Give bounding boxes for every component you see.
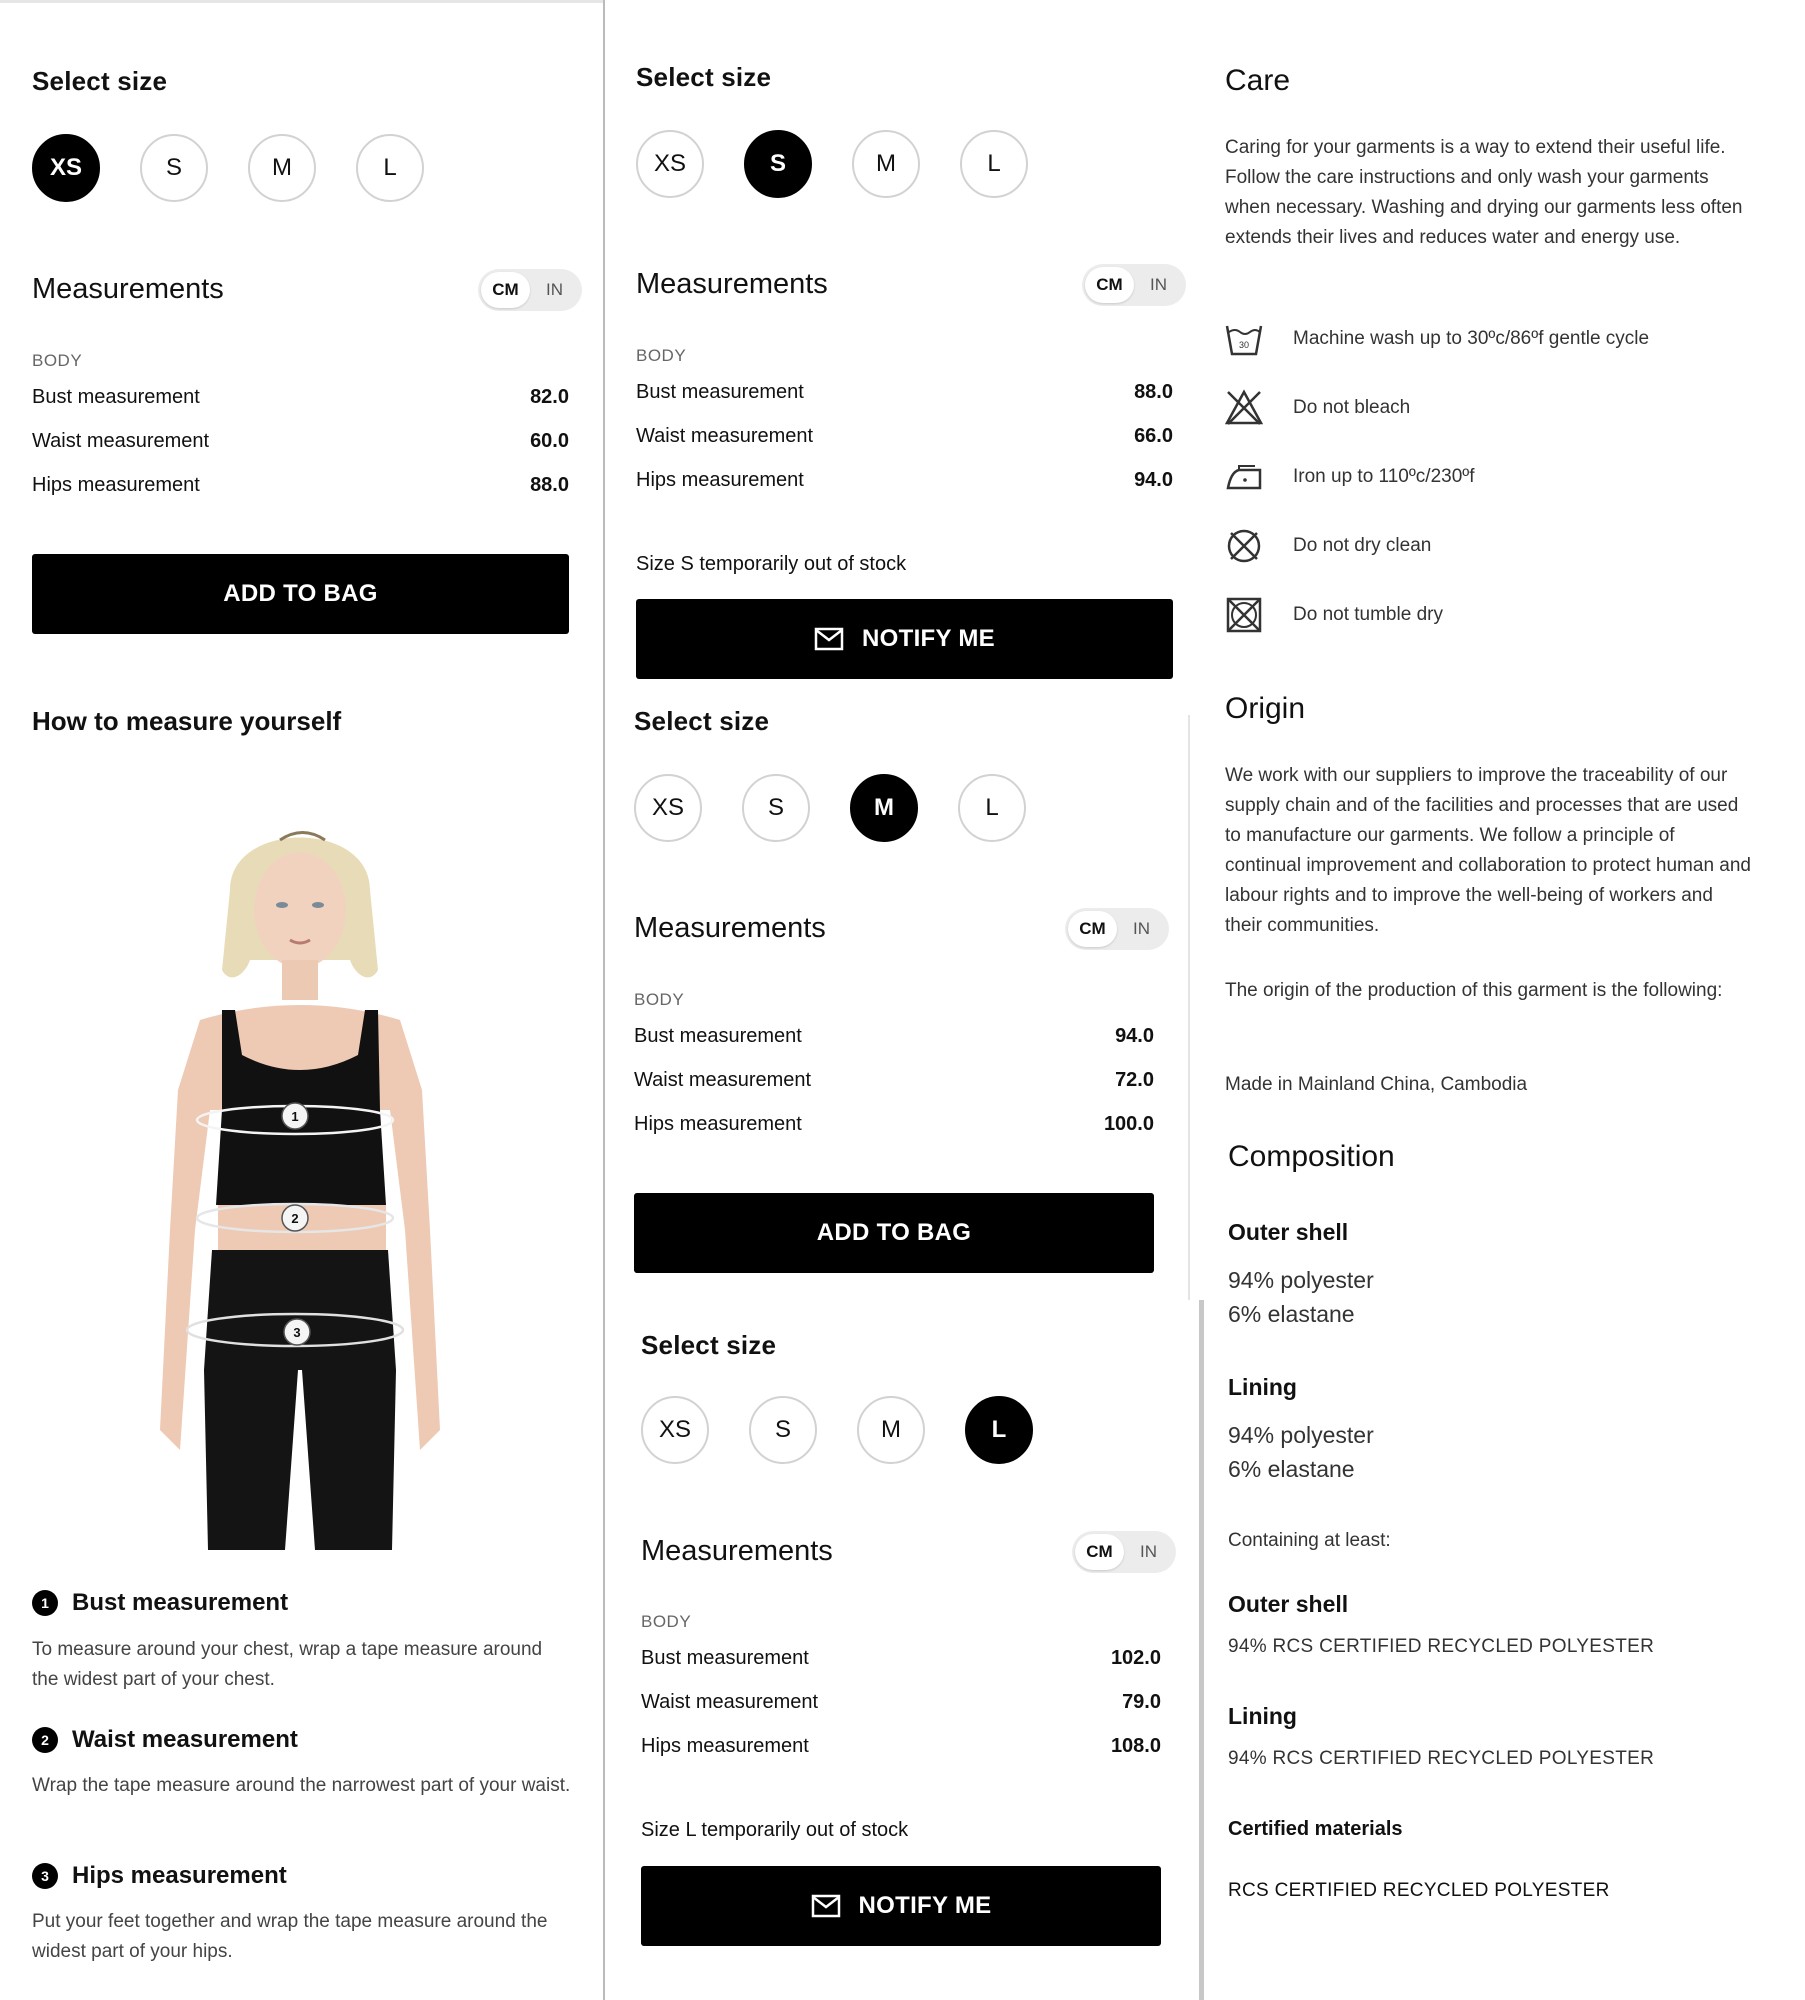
notify-me-label: NOTIFY ME bbox=[862, 625, 995, 652]
size-xs-button[interactable]: XS bbox=[32, 134, 100, 202]
measurement-label: Hips measurement bbox=[636, 469, 804, 491]
unit-in-option[interactable]: IN bbox=[1133, 919, 1150, 938]
lining-elastane: 6% elastane bbox=[1228, 1456, 1355, 1482]
unit-toggle[interactable] bbox=[1065, 908, 1169, 950]
lining-polyester: 94% polyester bbox=[1228, 1422, 1374, 1448]
care-text: Do not bleach bbox=[1293, 397, 1411, 418]
care-intro: Caring for your garments is a way to extend their useful life. Follow the care instructions and only wash your garments when necessary. Washing and drying our garments less often extends their lives and reduces water and energy use. bbox=[1225, 137, 1743, 248]
size-options bbox=[32, 134, 424, 202]
unit-toggle[interactable] bbox=[1072, 1531, 1176, 1573]
size-xs-button[interactable]: XS bbox=[636, 130, 704, 198]
size-xs-button[interactable]: XS bbox=[634, 774, 702, 842]
containing-at-least: Containing at least: bbox=[1228, 1530, 1391, 1551]
size-l-button[interactable]: L bbox=[356, 134, 424, 202]
unit-toggle[interactable] bbox=[478, 269, 582, 311]
measurement-value: 66.0 bbox=[1134, 425, 1173, 447]
measurement-label: Bust measurement bbox=[641, 1647, 809, 1669]
no-tumble-dry-icon bbox=[1225, 596, 1263, 634]
size-l-button[interactable]: L bbox=[960, 130, 1028, 198]
no-bleach-icon bbox=[1225, 389, 1263, 427]
body-label: BODY bbox=[32, 351, 83, 370]
add-to-bag-button[interactable] bbox=[634, 1193, 1154, 1273]
measurements-title: Measurements bbox=[641, 1535, 833, 1567]
size-s-button[interactable]: S bbox=[749, 1396, 817, 1464]
measurements-title: Measurements bbox=[636, 268, 828, 300]
size-options bbox=[634, 774, 1026, 842]
origin-paragraph: We work with our suppliers to improve the traceability of our supply chain and of the facilities and processes that are used to manufacture our garments. We follow a principle of continual improvement and collaboration to protect human and labour rights and to improve the well-being of workers and their communities. bbox=[1225, 765, 1751, 936]
size-s-button[interactable]: S bbox=[140, 134, 208, 202]
no-dry-clean-icon bbox=[1225, 527, 1263, 565]
care-item-iron bbox=[1225, 458, 1474, 496]
unit-in-option[interactable]: IN bbox=[546, 280, 563, 299]
unit-cm-option[interactable]: CM bbox=[1068, 911, 1117, 947]
column-divider-2 bbox=[1188, 715, 1190, 1300]
body-label: BODY bbox=[641, 1612, 692, 1631]
select-size-title: Select size bbox=[32, 66, 168, 96]
care-text: Iron up to 110ºc/230ºf bbox=[1293, 466, 1475, 487]
select-size-title: Select size bbox=[641, 1330, 777, 1360]
measurement-row-hips bbox=[636, 469, 1173, 492]
figure-marker-3: 3 bbox=[293, 1325, 301, 1340]
model-figure-image bbox=[130, 810, 470, 1550]
notify-me-button[interactable] bbox=[641, 1866, 1161, 1946]
measurements-title: Measurements bbox=[634, 912, 826, 944]
measurement-row-bust bbox=[641, 1647, 1161, 1670]
outer-shell-certified: 94% RCS CERTIFIED RECYCLED POLYESTER bbox=[1228, 1636, 1655, 1657]
measurement-row-bust bbox=[634, 1025, 1154, 1048]
outer-shell-label: Outer shell bbox=[1228, 1219, 1349, 1245]
notify-me-label: NOTIFY ME bbox=[858, 1892, 992, 1919]
care-text: Machine wash up to 30ºc/86ºf gentle cycle bbox=[1293, 328, 1650, 349]
outer-shell-elastane: 6% elastane bbox=[1228, 1301, 1355, 1327]
size-options bbox=[636, 130, 1028, 198]
lining-label-2: Lining bbox=[1228, 1703, 1297, 1729]
measurement-label: Bust measurement bbox=[636, 381, 804, 403]
care-item-tumble-dry bbox=[1225, 596, 1443, 634]
certified-materials-title: Certified materials bbox=[1228, 1818, 1403, 1840]
measurement-label: Hips measurement bbox=[32, 474, 200, 496]
iron-icon bbox=[1225, 458, 1263, 496]
number-badge-2: 2 bbox=[32, 1727, 58, 1753]
size-m-button[interactable]: M bbox=[857, 1396, 925, 1464]
add-to-bag-label: ADD TO BAG bbox=[816, 1219, 972, 1246]
measurement-value: 108.0 bbox=[1110, 1735, 1161, 1757]
size-m-button[interactable]: M bbox=[850, 774, 918, 842]
lining-label: Lining bbox=[1228, 1374, 1297, 1400]
care-item-bleach bbox=[1225, 389, 1410, 427]
care-item-dry-clean bbox=[1225, 527, 1431, 565]
unit-cm-option[interactable]: CM bbox=[1085, 267, 1134, 303]
how-to-measure-title: How to measure yourself bbox=[32, 706, 342, 736]
svg-text:30: 30 bbox=[1238, 340, 1250, 350]
figure-marker-2: 2 bbox=[291, 1211, 299, 1226]
measurement-row-waist bbox=[636, 425, 1173, 448]
bust-measurement-title: Bust measurement bbox=[72, 1589, 289, 1616]
size-m-button[interactable]: M bbox=[248, 134, 316, 202]
hips-measurement-title: Hips measurement bbox=[72, 1862, 287, 1889]
care-title: Care bbox=[1225, 64, 1291, 97]
lining-certified: 94% RCS CERTIFIED RECYCLED POLYESTER bbox=[1228, 1748, 1655, 1769]
size-m-button[interactable]: M bbox=[852, 130, 920, 198]
top-divider bbox=[0, 0, 604, 3]
measurement-row-waist bbox=[641, 1691, 1161, 1714]
out-of-stock-note: Size S temporarily out of stock bbox=[636, 553, 907, 575]
measurement-value: 72.0 bbox=[1115, 1069, 1154, 1091]
size-s-button[interactable]: S bbox=[742, 774, 810, 842]
measurement-row-hips bbox=[641, 1735, 1161, 1758]
waist-measurement-heading bbox=[32, 1726, 298, 1754]
measurement-value: 60.0 bbox=[530, 430, 569, 452]
hips-measurement-heading bbox=[32, 1862, 287, 1890]
measurement-value: 94.0 bbox=[1134, 469, 1173, 491]
measurement-label: Waist measurement bbox=[641, 1691, 819, 1713]
origin-title: Origin bbox=[1225, 692, 1306, 725]
measurements-title: Measurements bbox=[32, 273, 224, 305]
composition-title: Composition bbox=[1228, 1140, 1395, 1173]
body-label: BODY bbox=[636, 346, 687, 365]
size-options bbox=[641, 1396, 1033, 1464]
measurement-value: 100.0 bbox=[1103, 1113, 1154, 1135]
measurement-label: Hips measurement bbox=[641, 1735, 809, 1757]
size-xs-button[interactable]: XS bbox=[641, 1396, 709, 1464]
measurement-label: Hips measurement bbox=[634, 1113, 802, 1135]
measurement-value: 94.0 bbox=[1115, 1025, 1154, 1047]
measurement-value: 88.0 bbox=[1134, 381, 1173, 403]
select-size-title: Select size bbox=[634, 706, 770, 736]
select-size-title: Select size bbox=[636, 62, 772, 92]
notify-me-button[interactable] bbox=[636, 599, 1173, 679]
measurement-value: 82.0 bbox=[530, 386, 569, 408]
column-divider-3 bbox=[1199, 1300, 1204, 2000]
envelope-icon bbox=[814, 627, 844, 651]
number-badge-1: 1 bbox=[32, 1590, 58, 1616]
column-divider-1 bbox=[603, 0, 605, 2000]
add-to-bag-label: ADD TO BAG bbox=[223, 580, 378, 607]
care-text: Do not tumble dry bbox=[1293, 604, 1443, 625]
outer-shell-label-2: Outer shell bbox=[1228, 1591, 1349, 1617]
size-l-button[interactable]: L bbox=[958, 774, 1026, 842]
waist-measurement-desc: Wrap the tape measure around the narrowest part of your waist. bbox=[32, 1775, 571, 1796]
out-of-stock-note: Size L temporarily out of stock bbox=[641, 1819, 909, 1841]
unit-toggle[interactable] bbox=[1082, 264, 1186, 306]
measurement-label: Bust measurement bbox=[634, 1025, 802, 1047]
measurement-label: Waist measurement bbox=[32, 430, 210, 452]
measurement-row-bust bbox=[32, 386, 569, 409]
bust-measurement-desc: To measure around your chest, wrap a tape measure around the widest part of your chest. bbox=[32, 1639, 543, 1690]
bust-measurement-heading bbox=[32, 1589, 288, 1617]
number-badge-3: 3 bbox=[32, 1863, 58, 1889]
measurement-row-bust bbox=[636, 381, 1173, 404]
measurement-row-hips bbox=[32, 474, 569, 497]
unit-in-option[interactable]: IN bbox=[1150, 275, 1167, 294]
measurement-label: Waist measurement bbox=[636, 425, 814, 447]
origin-production-text: The origin of the production of this garment is the following: bbox=[1225, 980, 1723, 1001]
add-to-bag-button[interactable] bbox=[32, 554, 569, 634]
care-item-wash bbox=[1225, 320, 1649, 358]
origin-country: Made in Mainland China, Cambodia bbox=[1225, 1074, 1528, 1095]
measurement-row-waist bbox=[32, 430, 569, 453]
measurement-value: 88.0 bbox=[530, 474, 569, 496]
size-l-button[interactable]: L bbox=[965, 1396, 1033, 1464]
measurement-label: Waist measurement bbox=[634, 1069, 812, 1091]
measurement-row-waist bbox=[634, 1069, 1154, 1092]
envelope-icon bbox=[811, 1894, 841, 1918]
wash-30-icon bbox=[1225, 320, 1263, 358]
unit-in-option[interactable]: IN bbox=[1140, 1542, 1157, 1561]
size-s-button[interactable]: S bbox=[744, 130, 812, 198]
certified-materials-value: RCS CERTIFIED RECYCLED POLYESTER bbox=[1228, 1880, 1610, 1901]
measurement-row-hips bbox=[634, 1113, 1154, 1136]
hips-measurement-desc: Put your feet together and wrap the tape measure around the widest part of your hips. bbox=[32, 1911, 548, 1962]
figure-marker-1: 1 bbox=[291, 1109, 299, 1124]
unit-cm-option[interactable]: CM bbox=[481, 272, 530, 308]
unit-cm-option[interactable]: CM bbox=[1075, 1534, 1124, 1570]
outer-shell-polyester: 94% polyester bbox=[1228, 1267, 1374, 1293]
measurement-value: 102.0 bbox=[1110, 1647, 1161, 1669]
measurement-label: Bust measurement bbox=[32, 386, 200, 408]
care-text: Do not dry clean bbox=[1293, 535, 1432, 556]
measurement-value: 79.0 bbox=[1122, 1691, 1161, 1713]
body-label: BODY bbox=[634, 990, 685, 1009]
waist-measurement-title: Waist measurement bbox=[72, 1726, 298, 1753]
